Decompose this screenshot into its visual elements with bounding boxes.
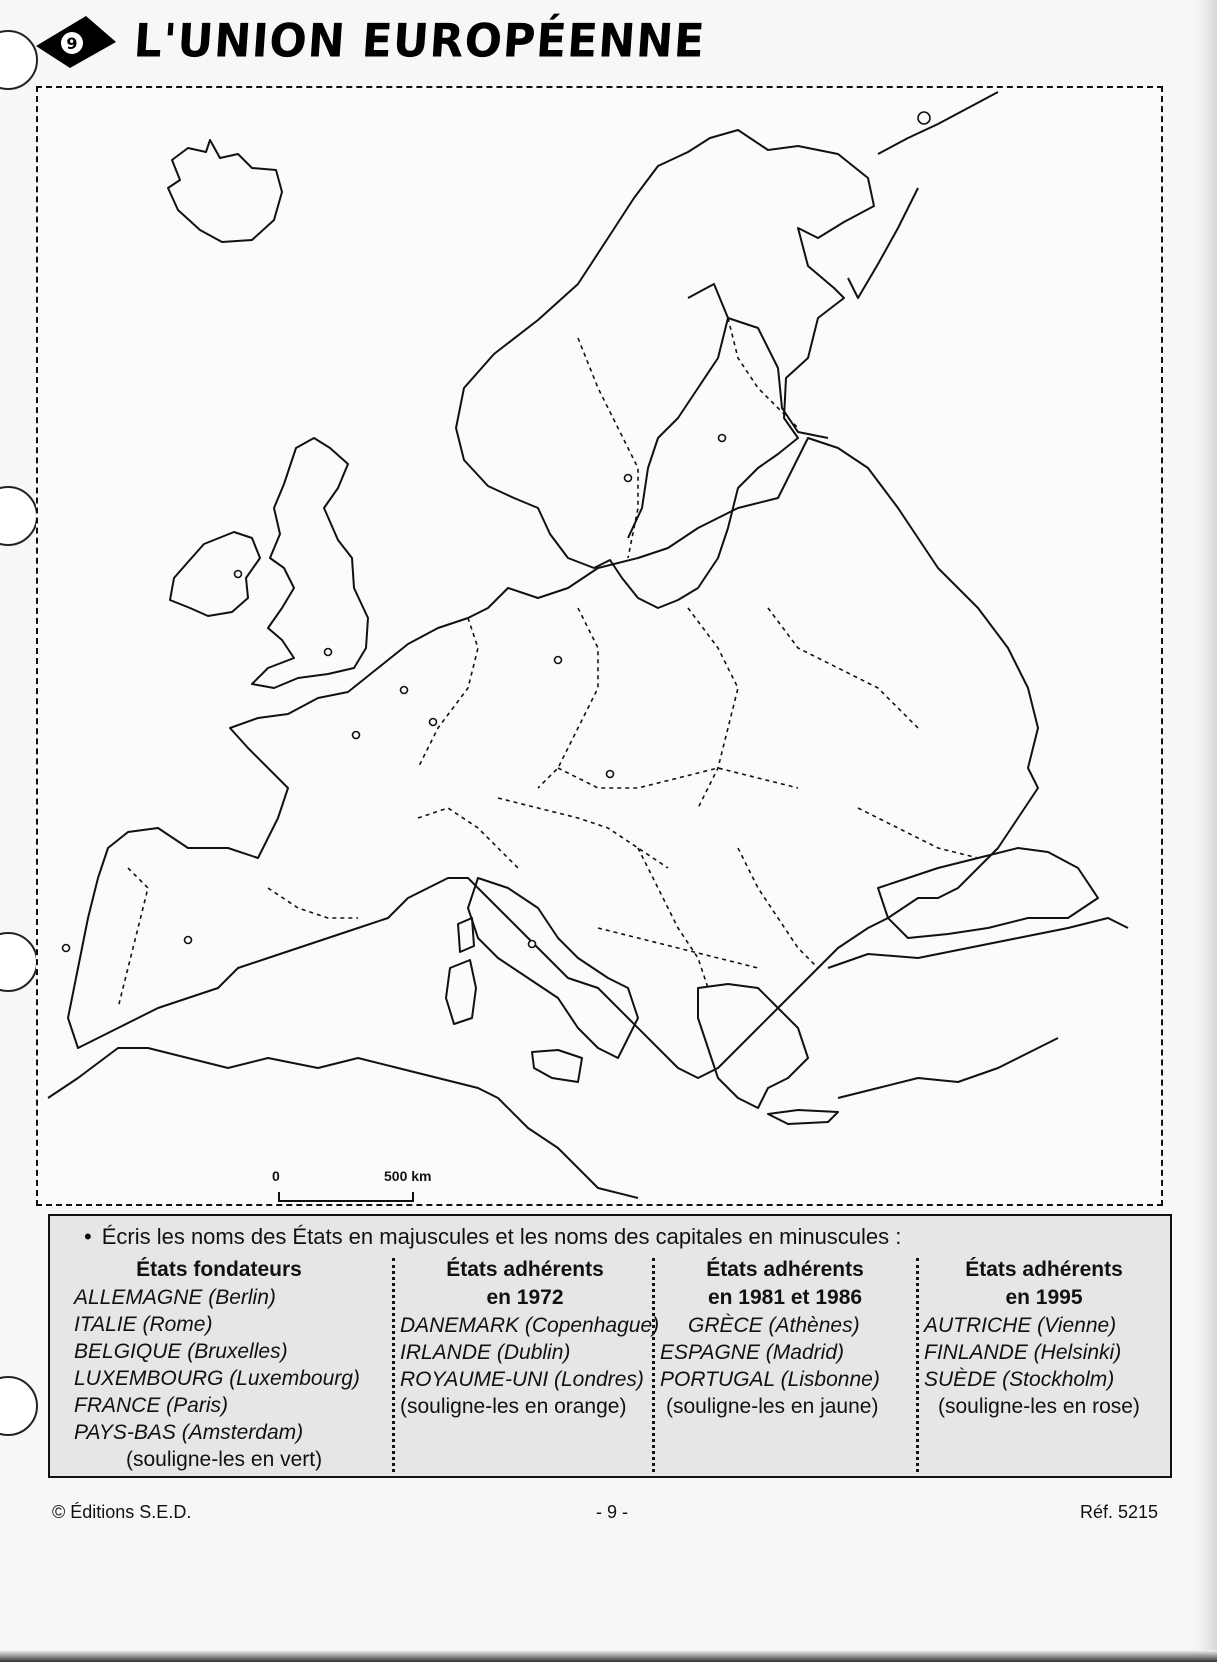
sardinia-outline xyxy=(446,960,476,1024)
publisher-credit: © Éditions S.E.D. xyxy=(52,1502,192,1522)
column-heading: États adhérents xyxy=(965,1258,1123,1281)
list-item: FRANCE (Paris) xyxy=(74,1394,229,1417)
list-item: DANEMARK (Copenhague) xyxy=(400,1314,660,1337)
list-item: LUXEMBOURG (Luxembourg) xyxy=(74,1367,360,1390)
italy-outline xyxy=(468,878,638,1058)
column-heading: États fondateurs xyxy=(136,1258,302,1281)
list-item: AUTRICHE (Vienne) xyxy=(924,1314,1117,1337)
page-header xyxy=(30,6,730,76)
list-item: ITALIE (Rome) xyxy=(74,1313,213,1336)
list-item: FINLANDE (Helsinki) xyxy=(924,1341,1122,1364)
iceland-outline xyxy=(168,140,282,242)
corsica-outline xyxy=(458,918,474,952)
list-item: IRLANDE (Dublin) xyxy=(400,1341,571,1364)
crete-outline xyxy=(768,1110,838,1124)
column-1995 xyxy=(924,1256,1164,1474)
continent-outline xyxy=(68,438,1038,1078)
list-item: ROYAUME-UNI (Londres) xyxy=(400,1368,644,1391)
column-1972 xyxy=(400,1256,660,1474)
great-britain-outline xyxy=(252,438,368,688)
column-divider xyxy=(916,1258,919,1472)
national-borders xyxy=(118,318,978,1008)
column-heading: États adhérents xyxy=(706,1258,864,1281)
column-founders xyxy=(74,1256,364,1474)
instruction-line xyxy=(84,1224,901,1250)
map-scale xyxy=(234,1164,434,1204)
bullet-icon: • xyxy=(84,1224,92,1249)
chapter-badge xyxy=(34,16,118,68)
list-item: BELGIQUE (Bruxelles) xyxy=(74,1340,288,1363)
binder-hole xyxy=(0,932,38,992)
column-divider xyxy=(392,1258,395,1472)
column-heading-year: en 1981 et 1986 xyxy=(707,1286,863,1309)
instruction-text: Écris les noms des États en majuscules et les noms des capitales en minuscules : xyxy=(101,1224,902,1249)
column-heading: États adhérents xyxy=(446,1258,604,1281)
anatolia-outline xyxy=(828,918,1128,1098)
scale-end-label: 500 km xyxy=(384,1168,432,1184)
column-note: (souligne-les en vert) xyxy=(126,1448,323,1471)
scandinavia-outline xyxy=(456,130,874,608)
column-heading-year: en 1972 xyxy=(486,1286,564,1309)
bothnia-coast xyxy=(628,284,728,538)
scale-start-label: 0 xyxy=(272,1168,280,1184)
page-title: L'UNION EUROPÉENNE xyxy=(132,14,707,69)
greece-outline xyxy=(698,984,808,1108)
column-note: (souligne-les en orange) xyxy=(400,1395,627,1418)
page-edge xyxy=(1195,0,1217,1662)
ireland-outline xyxy=(170,532,260,616)
column-1981-1986 xyxy=(660,1256,910,1474)
list-item: ESPAGNE (Madrid) xyxy=(660,1341,844,1364)
black-sea-outline xyxy=(878,848,1098,938)
chapter-number: 9 xyxy=(66,34,78,53)
page-bottom-edge xyxy=(0,1650,1217,1662)
binder-hole xyxy=(0,1376,38,1436)
column-heading-year: en 1995 xyxy=(1005,1286,1083,1309)
list-item: ALLEMAGNE (Berlin) xyxy=(74,1286,276,1309)
europe-map xyxy=(36,86,1163,1206)
column-note: (souligne-les en rose) xyxy=(938,1395,1140,1418)
map-outline xyxy=(38,88,1161,1204)
list-item: SUÈDE (Stockholm) xyxy=(924,1368,1115,1391)
sicily-outline xyxy=(532,1050,582,1082)
list-item: PORTUGAL (Lisbonne) xyxy=(660,1368,880,1391)
reference-code: Réf. 5215 xyxy=(1080,1502,1159,1522)
column-divider xyxy=(652,1258,655,1472)
list-item: GRÈCE (Athènes) xyxy=(688,1314,860,1337)
list-item: PAYS-BAS (Amsterdam) xyxy=(74,1421,304,1444)
page-number: - 9 - xyxy=(596,1502,629,1522)
scale-bar xyxy=(278,1192,414,1202)
exercise-box xyxy=(48,1214,1172,1478)
binder-hole xyxy=(0,486,38,546)
column-note: (souligne-les en jaune) xyxy=(666,1395,879,1418)
